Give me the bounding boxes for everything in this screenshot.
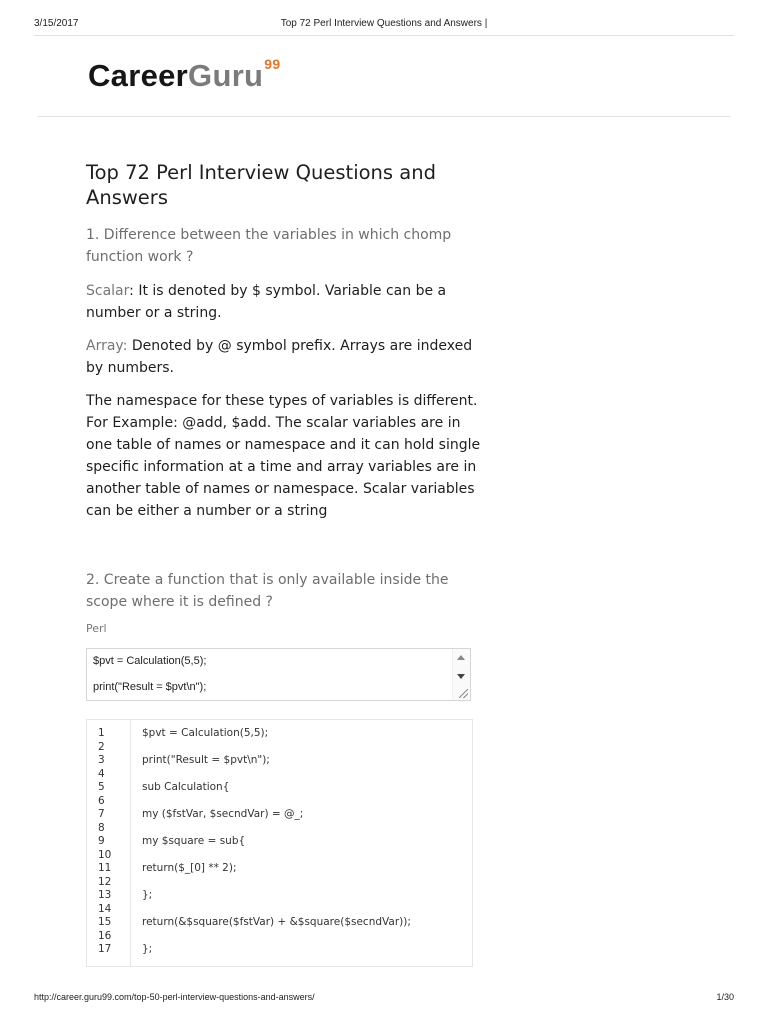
article-title: Top 72 Perl Interview Questions and Answers (86, 161, 436, 209)
line-number: 6 (98, 794, 105, 807)
line-number: 16 (98, 929, 112, 942)
array-paragraph (86, 335, 481, 379)
site-logo[interactable] (88, 56, 280, 101)
logo-divider (37, 116, 731, 117)
print-footer (34, 992, 734, 1004)
code-line: }; (142, 943, 153, 955)
scalar-paragraph (86, 280, 481, 324)
article-content (86, 160, 481, 967)
print-page-title: Top 72 Perl Interview Questions and Answers | (280, 18, 488, 29)
logo-guru-text: Guru (188, 58, 264, 93)
code-line: $pvt = Calculation(5,5); (142, 727, 269, 739)
line-number: 12 (98, 875, 112, 888)
page-number: 1/30 (716, 992, 734, 1002)
page-url[interactable]: http://career.guru99.com/top-50-perl-interview-questions-and-answers/ (34, 992, 315, 1002)
textarea-scrollbar[interactable] (452, 649, 470, 700)
print-header (34, 18, 734, 32)
code-line: print("Result = $pvt\n"); (142, 754, 270, 766)
codebox-line: print("Result = $pvt\n"); (93, 681, 207, 693)
code-line: }; (142, 889, 153, 901)
code-language-label: Perl (86, 622, 107, 635)
logo-99-text: 99 (264, 56, 281, 72)
question-2: 2. Create a function that is only available inside the scope where it is defined ? (86, 572, 449, 610)
line-number: 1 (98, 727, 105, 739)
codebox-line: $pvt = Calculation(5,5); (93, 655, 207, 667)
line-number: 17 (98, 943, 112, 955)
line-number: 2 (98, 740, 105, 753)
line-number: 4 (98, 767, 105, 780)
line-number: 13 (98, 889, 112, 901)
line-number: 15 (98, 916, 112, 928)
line-number: 11 (98, 862, 112, 874)
print-date: 3/15/2017 (34, 18, 79, 29)
line-number: 7 (98, 808, 105, 820)
array-text: Denoted by @ symbol prefix. Arrays are indexed by numbers. (86, 338, 473, 376)
scroll-up-icon[interactable] (457, 655, 465, 660)
code-line: return($_[0] ** 2); (142, 862, 237, 874)
line-number-gutter (87, 720, 131, 966)
question-1: 1. Difference between the variables in which chomp function work ? (86, 227, 452, 265)
code-line: my $square = sub{ (142, 835, 246, 847)
line-number: 9 (98, 835, 105, 847)
scalar-text: : It is denoted by $ symbol. Variable can be a number or a string. (86, 283, 447, 321)
header-divider (34, 35, 734, 36)
line-number: 8 (98, 821, 105, 834)
line-number: 5 (98, 781, 105, 793)
line-number: 14 (98, 902, 112, 915)
code-listing (86, 719, 473, 967)
code-line: return(&$square($fstVar) + &$square($secndVar)); (142, 916, 411, 928)
code-line: sub Calculation{ (142, 781, 230, 793)
line-number: 3 (98, 754, 105, 766)
scalar-term: Scalar (86, 283, 130, 299)
array-term: Array: (86, 338, 128, 354)
resize-grip-icon[interactable] (459, 689, 468, 698)
line-number: 10 (98, 848, 112, 861)
namespace-paragraph: The namespace for these types of variables is different. For Example: @add, $add. The scalar variables are in one table of names or namespace and it can hold single specific information at a time and array variables are in another table of names or namespace. Scalar variables can be either a number or a string (86, 393, 481, 519)
code-textarea[interactable] (86, 648, 471, 701)
scroll-down-icon[interactable] (457, 674, 465, 679)
logo-career-text: Career (88, 58, 189, 93)
code-line: my ($fstVar, $secndVar) = @_; (142, 808, 304, 820)
